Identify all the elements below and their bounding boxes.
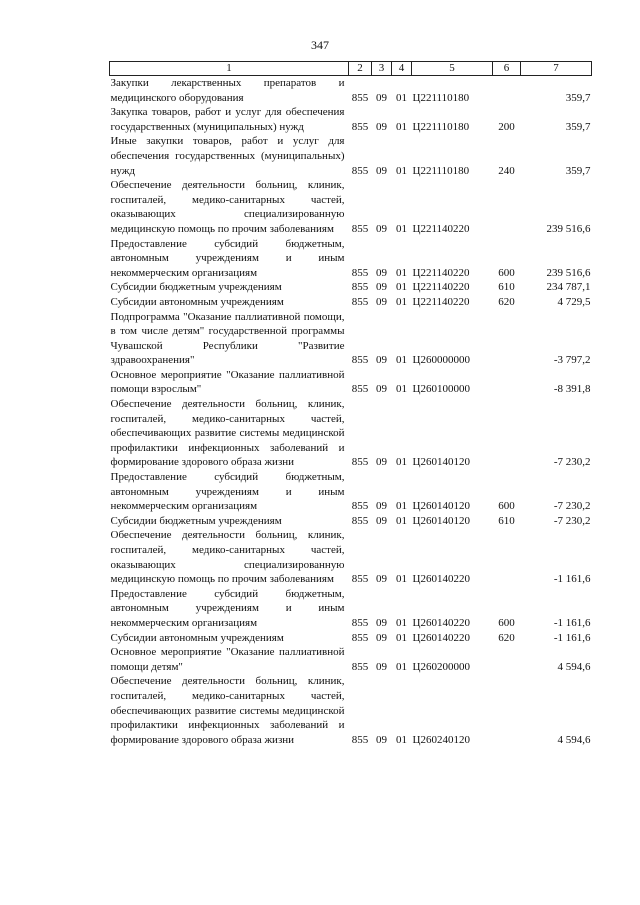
row-amount: -7 230,2 [553, 514, 591, 527]
row-target-article: Ц221110180 [412, 164, 470, 177]
row-target-article: Ц260140120 [412, 500, 470, 513]
row-subsection: 01 [396, 354, 407, 367]
header-cell-grbs: 2 [349, 62, 372, 76]
row-target-article: Ц260240120 [412, 733, 470, 746]
row-grbs: 855 [351, 222, 369, 235]
row-subsection: 01 [396, 295, 407, 308]
header-cell-target-article: 5 [412, 62, 493, 76]
row-target-article: Ц260140220 [412, 631, 470, 644]
row-grbs: 855 [351, 120, 369, 133]
row-subsection: 01 [396, 660, 407, 673]
row-expense-type: 600 [498, 616, 515, 629]
row-name: Обеспечение деятельности больниц, клиник, госпиталей, медико-санитарных частей, оказывающих специализированную медицинскую помощь по прочим заболеваниям [110, 179, 345, 235]
row-amount: -7 230,2 [553, 456, 591, 469]
row-name: Предоставление субсидий бюджетным, автономным учреждениям и иным некоммерческим организациям [110, 471, 345, 513]
row-section: 09 [376, 660, 387, 673]
row-subsection: 01 [396, 631, 407, 644]
row-expense-type: 610 [498, 514, 515, 527]
row-target-article: Ц221140220 [412, 266, 470, 279]
row-grbs: 855 [351, 266, 369, 279]
row-amount: 234 787,1 [546, 281, 591, 294]
row-name: Основное мероприятие "Оказание паллиативной помощи детям" [110, 646, 345, 673]
budget-table [109, 61, 592, 747]
row-expense-type: 600 [498, 500, 515, 513]
header-cell-name: 1 [110, 62, 349, 76]
row-expense-type [493, 645, 521, 674]
row-name: Подпрограмма "Оказание паллиативной помощи, в том числе детям" государственной программы Чувашской Республики "Развитие здравоохранения" [110, 310, 345, 367]
row-section: 09 [376, 383, 387, 396]
row-section: 09 [376, 354, 387, 367]
row-expense-type: 600 [498, 266, 515, 279]
table-row [110, 674, 592, 747]
table-body [110, 76, 592, 748]
table-row [110, 631, 592, 646]
row-name: Обеспечение деятельности больниц, клиник, госпиталей, медико-санитарных частей, обеспечивающих развитие системы медицинской профилактики инфекционных заболеваний и формирование здорового образа жизни [110, 398, 345, 469]
row-subsection: 01 [396, 120, 407, 133]
table-row [110, 280, 592, 295]
row-expense-type: 610 [498, 281, 515, 294]
row-section: 09 [376, 456, 387, 469]
row-name: Основное мероприятие "Оказание паллиативной помощи взрослым" [110, 368, 345, 396]
table-row [110, 76, 592, 106]
row-section: 09 [376, 120, 387, 133]
row-target-article: Ц221110180 [412, 91, 470, 104]
table-row [110, 178, 592, 236]
row-expense-type: 620 [498, 295, 515, 308]
row-name: Закупка товаров, работ и услуг для обеспечения государственных (муниципальных) нужд [110, 106, 345, 133]
row-subsection: 01 [396, 164, 407, 177]
row-subsection: 01 [396, 281, 407, 294]
row-expense-type [493, 368, 521, 397]
row-amount: 359,7 [565, 120, 591, 133]
row-grbs: 855 [351, 281, 369, 294]
row-grbs: 855 [351, 91, 369, 104]
row-section: 09 [376, 500, 387, 513]
row-amount: -3 797,2 [553, 354, 591, 367]
row-name: Иные закупки товаров, работ и услуг для обеспечения государственных (муниципальных) нужд [110, 135, 345, 177]
table-row [110, 528, 592, 586]
row-subsection: 01 [396, 266, 407, 279]
row-amount: 239 516,6 [546, 266, 591, 279]
row-grbs: 855 [351, 631, 369, 644]
row-subsection: 01 [396, 514, 407, 527]
header-cell-subsection: 4 [392, 62, 412, 76]
row-amount: -1 161,6 [553, 616, 591, 629]
row-target-article: Ц221140220 [412, 281, 470, 294]
row-section: 09 [376, 733, 387, 746]
row-amount: 239 516,6 [546, 222, 591, 235]
row-target-article: Ц260140120 [412, 456, 470, 469]
row-amount: -1 161,6 [553, 573, 591, 586]
table-row [110, 645, 592, 674]
table-row [110, 295, 592, 310]
row-expense-type [493, 178, 521, 236]
row-section: 09 [376, 631, 387, 644]
row-grbs: 855 [351, 456, 369, 469]
row-amount: -7 230,2 [553, 500, 591, 513]
row-expense-type [493, 397, 521, 470]
row-amount: 4 729,5 [557, 295, 591, 308]
row-section: 09 [376, 222, 387, 235]
table-row [110, 237, 592, 281]
row-target-article: Ц260000000 [412, 354, 470, 367]
row-name: Обеспечение деятельности больниц, клиник, госпиталей, медико-санитарных частей, обеспечивающих развитие системы медицинской профилактики инфекционных заболеваний и формирование здорового образа жизни [110, 675, 345, 746]
row-section: 09 [376, 91, 387, 104]
row-subsection: 01 [396, 91, 407, 104]
header-cell-expense-type: 6 [493, 62, 521, 76]
row-subsection: 01 [396, 383, 407, 396]
row-amount: -8 391,8 [553, 383, 591, 396]
row-expense-type [493, 674, 521, 747]
row-name: Субсидии бюджетным учреждениям [110, 281, 282, 294]
row-grbs: 855 [351, 733, 369, 746]
header-cell-amount: 7 [521, 62, 592, 76]
row-subsection: 01 [396, 573, 407, 586]
row-grbs: 855 [351, 354, 369, 367]
row-target-article: Ц221110180 [412, 120, 470, 133]
row-amount: 4 594,6 [557, 660, 591, 673]
table-row [110, 310, 592, 368]
row-section: 09 [376, 616, 387, 629]
row-name: Предоставление субсидий бюджетным, автономным учреждениям и иным некоммерческим организациям [110, 237, 345, 279]
table-row [110, 397, 592, 470]
row-section: 09 [376, 514, 387, 527]
row-subsection: 01 [396, 616, 407, 629]
row-amount: -1 161,6 [553, 631, 591, 644]
row-target-article: Ц260140220 [412, 616, 470, 629]
row-name: Закупки лекарственных препаратов и медицинского оборудования [110, 77, 345, 104]
table-row [110, 105, 592, 134]
row-section: 09 [376, 266, 387, 279]
row-name: Субсидии автономным учреждениям [110, 631, 284, 644]
row-expense-type: 240 [498, 164, 515, 177]
table-row [110, 470, 592, 514]
row-target-article: Ц260140120 [412, 514, 470, 527]
row-subsection: 01 [396, 222, 407, 235]
row-section: 09 [376, 295, 387, 308]
table-row [110, 134, 592, 178]
row-grbs: 855 [351, 660, 369, 673]
row-amount: 4 594,6 [557, 733, 591, 746]
row-grbs: 855 [351, 573, 369, 586]
table-row [110, 514, 592, 529]
row-target-article: Ц221140220 [412, 295, 470, 308]
row-subsection: 01 [396, 456, 407, 469]
row-expense-type [493, 310, 521, 368]
row-subsection: 01 [396, 500, 407, 513]
row-grbs: 855 [351, 164, 369, 177]
row-grbs: 855 [351, 616, 369, 629]
row-target-article: Ц221140220 [412, 222, 470, 235]
row-grbs: 855 [351, 295, 369, 308]
row-expense-type [493, 76, 521, 106]
row-grbs: 855 [351, 514, 369, 527]
row-target-article: Ц260140220 [412, 573, 470, 586]
row-section: 09 [376, 164, 387, 177]
row-grbs: 855 [351, 500, 369, 513]
row-section: 09 [376, 281, 387, 294]
row-grbs: 855 [351, 383, 369, 396]
table-row [110, 368, 592, 397]
row-name: Обеспечение деятельности больниц, клиник, госпиталей, медико-санитарных частей, оказывающих специализированную медицинскую помощь по прочим заболеваниям [110, 529, 345, 586]
row-name: Предоставление субсидий бюджетным, автономным учреждениям и иным некоммерческим организациям [110, 587, 345, 629]
row-amount: 359,7 [565, 164, 591, 177]
table-row [110, 587, 592, 631]
row-target-article: Ц260200000 [412, 660, 470, 673]
header-row [110, 62, 592, 76]
row-amount: 359,7 [565, 91, 591, 104]
header-cell-section: 3 [372, 62, 392, 76]
row-section: 09 [376, 573, 387, 586]
row-name: Субсидии бюджетным учреждениям [110, 514, 282, 527]
page-number: 347 [311, 38, 329, 52]
row-expense-type [493, 528, 521, 586]
row-name: Субсидии автономным учреждениям [110, 295, 284, 308]
row-target-article: Ц260100000 [412, 383, 470, 396]
row-expense-type: 200 [498, 120, 515, 133]
row-expense-type: 620 [498, 631, 515, 644]
row-subsection: 01 [396, 733, 407, 746]
